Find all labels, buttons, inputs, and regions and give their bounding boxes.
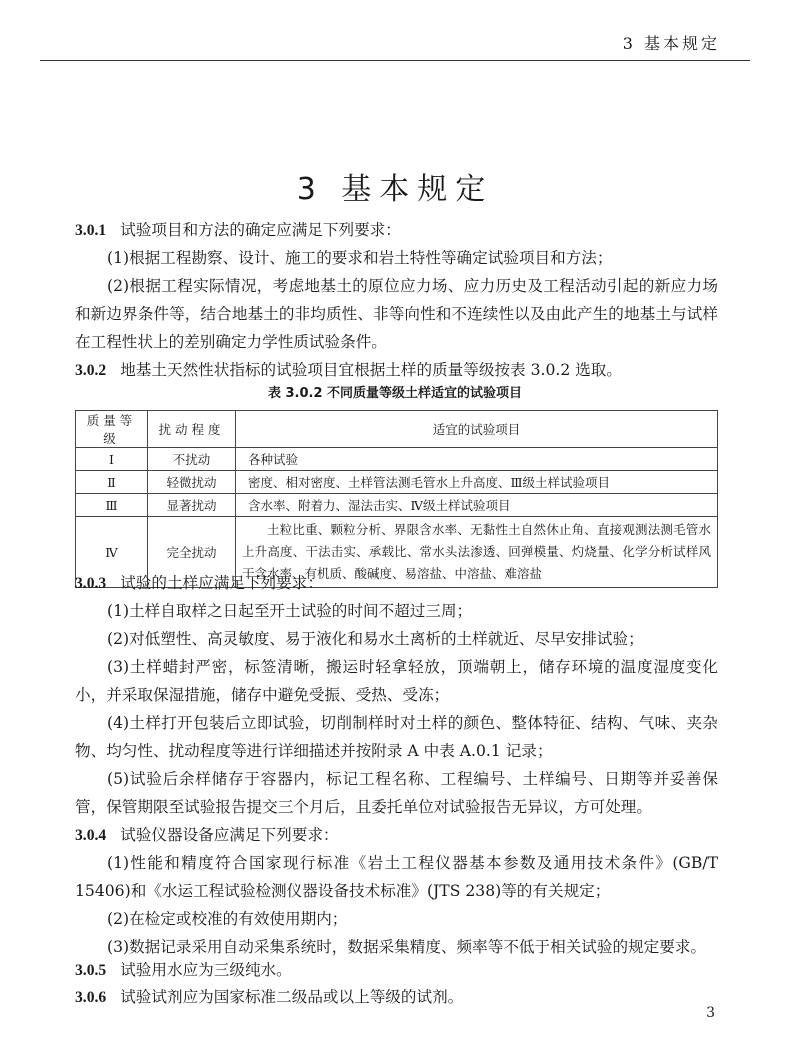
clause-3-0-5 — [75, 956, 718, 985]
clause-text: 试验用水应为三级纯水。 — [120, 961, 292, 979]
column-header: 质量等级 — [76, 411, 148, 448]
items-cell: 含水率、附着力、湿法击实、Ⅳ级土样试验项目 — [236, 494, 718, 517]
clause-number: 3.0.5 — [75, 962, 107, 979]
clause-item: (1)性能和精度符合国家现行标准《岩土工程仪器基本参数及通用技术条件》(GB/T 15406)和《水运工程试验检测仪器设备技术标准》(JTS 238)等的有关规定； — [75, 854, 718, 900]
clause-number: 3.0.3 — [75, 575, 107, 592]
clause-item: (5)试验后余样储存于容器内，标记工程名称、工程编号、土样编号、日期等并妥善保管，保管期限至试验报告提交三个月后，且委托单位对试验报告无异议，方可处理。 — [75, 770, 718, 816]
clause-item: (3)土样蜡封严密，标签清晰，搬运时轻拿轻放，顶端朝上，储存环境的温度湿度变化小，并采取保湿措施，储存中避免受振、受热、受冻； — [75, 658, 718, 704]
clause-number: 3.0.1 — [75, 222, 107, 239]
clause-text: 试验项目和方法的确定应满足下列要求： — [120, 221, 401, 239]
items-cell: 土粒比重、颗粒分析、界限含水率、无黏性土自然休止角、直接观测法测毛管水上升高度、干法击实、承载比、常水头法渗透、回弹模量、灼烧量、化学分析试样风干含水率、有机质、酸碱度、易溶盐、中溶盐、难溶盐 — [236, 517, 718, 588]
clause-item: (2)根据工程实际情况，考虑地基土的原位应力场、应力历史及工程活动引起的新应力场和新边界条件等，结合地基土的非均质性、非等向性和不连续性以及由此产生的地基土与试样在工程性状上的差别确定力学性质试验条件。 — [75, 277, 718, 351]
clause-text: 试验仪器设备应满足下列要求： — [120, 826, 339, 844]
table-caption: 表 3.0.2 不同质量等级土样适宜的试验项目 — [267, 386, 523, 401]
clause-text: 试验试剂应为国家标准二级品或以上等级的试剂。 — [120, 988, 464, 1006]
clause-text: 地基土天然性状指标的试验项目宜根据土样的质量等级按表 3.0.2 选取。 — [120, 361, 622, 379]
grade-cell: Ⅲ — [76, 494, 148, 517]
page-number: 3 — [706, 1005, 715, 1021]
clause-3-0-3 — [75, 569, 718, 598]
clause-number: 3.0.2 — [75, 362, 107, 379]
table-header-row — [76, 411, 718, 448]
column-header: 扰动程度 — [148, 411, 236, 448]
items-cell: 各种试验 — [236, 448, 718, 471]
clause-text: 试验的土样应满足下列要求： — [120, 574, 323, 592]
disturbance-cell: 轻微扰动 — [148, 471, 236, 494]
chapter-title: 3 基本规定 — [296, 172, 494, 207]
clause-number: 3.0.6 — [75, 989, 107, 1006]
test-items-table — [75, 410, 718, 588]
clause-3-0-1 — [75, 216, 718, 245]
clause-3-0-4 — [75, 821, 718, 850]
grade-cell: Ⅱ — [76, 471, 148, 494]
table-row — [76, 448, 718, 471]
clause-item: (4)土样打开包装后立即试验，切削制样时对土样的颜色、整体特征、结构、气味、夹杂物、均匀性、扰动程度等进行详细描述并按附录 A 中表 A.0.1 记录； — [75, 714, 718, 760]
grade-cell: Ⅳ — [76, 517, 148, 588]
running-head: 3 基本规定 — [622, 34, 720, 53]
clause-3-0-6 — [75, 983, 718, 1012]
items-cell: 密度、相对密度、土样管法测毛管水上升高度、Ⅲ级土样试验项目 — [236, 471, 718, 494]
column-header: 适宜的试验项目 — [236, 411, 718, 448]
clause-item: (1)根据工程勘察、设计、施工的要求和岩土特性等确定试验项目和方法； — [107, 249, 613, 267]
grade-cell: Ⅰ — [76, 448, 148, 471]
clause-item: (3)数据记录采用自动采集系统时，数据采集精度、频率等不低于相关试验的规定要求。 — [107, 938, 707, 956]
table-row — [76, 471, 718, 494]
clause-item: (2)对低塑性、高灵敏度、易于液化和易水土离析的土样就近、尽早安排试验； — [107, 630, 644, 648]
clause-number: 3.0.4 — [75, 827, 107, 844]
table-row — [76, 494, 718, 517]
clause-3-0-2 — [75, 356, 718, 385]
header-rule — [40, 60, 750, 61]
clause-item: (2)在检定或校准的有效使用期内； — [107, 910, 348, 928]
disturbance-cell: 完全扰动 — [148, 517, 236, 588]
disturbance-cell: 不扰动 — [148, 448, 236, 471]
disturbance-cell: 显著扰动 — [148, 494, 236, 517]
clause-item: (1)土样自取样之日起至开土试验的时间不超过三周； — [107, 602, 473, 620]
